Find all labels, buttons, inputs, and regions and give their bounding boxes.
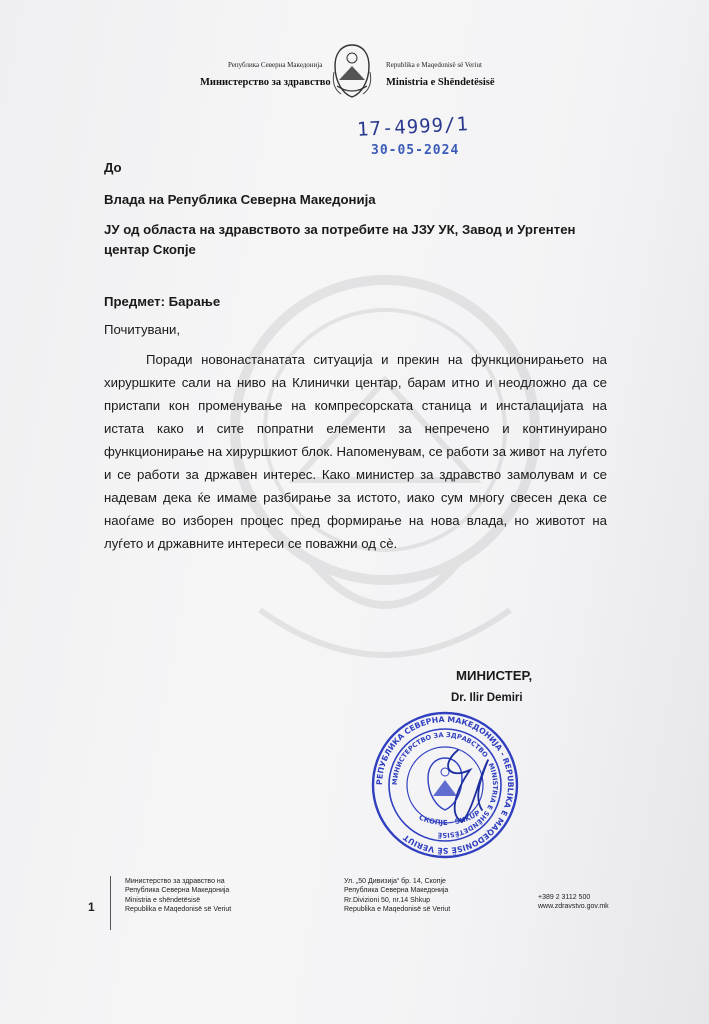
registry-number: 17-4999/1 (356, 113, 470, 141)
subject-line: Предмет: Барање (104, 294, 221, 309)
header-republic-sq: Republika e Maqedonisë së Veriut (386, 61, 482, 69)
signature-name: Dr. Ilir Demiri (451, 692, 523, 704)
signature-title: МИНИСТЕР, (456, 668, 533, 683)
greeting: Почитувани, (104, 322, 181, 337)
seal-outer-text: РЕПУБЛИКА СЕВЕРНА МАКЕДОНИЈА - REPUBLIKA E MAQEDONISË SË VERIUT (374, 714, 516, 856)
letter-body: Поради новонастанатата ситуација и прекин на функционирањето на хируршките сали на ниво на Клинички центар, барам итно и неодложно да се пристапи кон променување на компресорската станица и инсталацијата на истата како и сите попратни елементи за непречено и континуирано функционирање на хируршкиот блок. Напоменувам, се работи за живот на луѓето и се работи за државен интерес. Како министер за здравство замолувам и се надевам дека ќе имаме разбирање за истото, иако сум многу свесен дека се наоѓаме во изборен процес пред формирање на нова влада, но животот на луѓето и државните интереси се поважни од сè. (104, 352, 608, 551)
header-republic-mk: Република Северна Македонија (228, 61, 323, 69)
footer-website: www.zdravstvo.gov.mk (538, 903, 609, 911)
to-label: До (104, 160, 122, 175)
seal-city-text: СКОПЈЕ - SHKUP (417, 809, 482, 828)
footer-ministry-block: Министерство за здравство на Република Северна Македонија Ministria e shëndetësisë Republika e Maqedonisë së Veriut (125, 878, 232, 914)
recipient-institution-line1: ЈУ од областа на здравството за потребите на ЈЗУ УК, Завод и Ургентен (104, 222, 576, 237)
seal-inner-text: МИНИСТЕРСТВО ЗА ЗДРАВСТВО - MINISTRIA E SHËNDETËSISË (390, 730, 500, 840)
footer-phone: +389 2 3112 500 (538, 894, 591, 901)
page-number: 1 (88, 900, 95, 914)
official-seal (370, 710, 520, 860)
registry-date-stamp: 30-05-2024 (371, 143, 460, 158)
header-ministry-sq: Ministria e Shëndetësisë (386, 77, 495, 88)
recipient-institution-line2: центар Скопје (104, 242, 196, 257)
header-ministry-mk: Министерство за здравство (200, 77, 331, 88)
recipient-government: Влада на Република Северна Македонија (104, 192, 376, 207)
footer-contact-block (538, 893, 609, 912)
footer-divider (110, 876, 111, 930)
coat-of-arms-icon (331, 42, 373, 100)
footer-address-block: Ул. „50 Дивизија“ бр. 14, Скопје Република Северна Македонија Rr.Divizioni 50, nr.14 Shkup Republika e Maqedonisë së Veriut (344, 878, 451, 914)
